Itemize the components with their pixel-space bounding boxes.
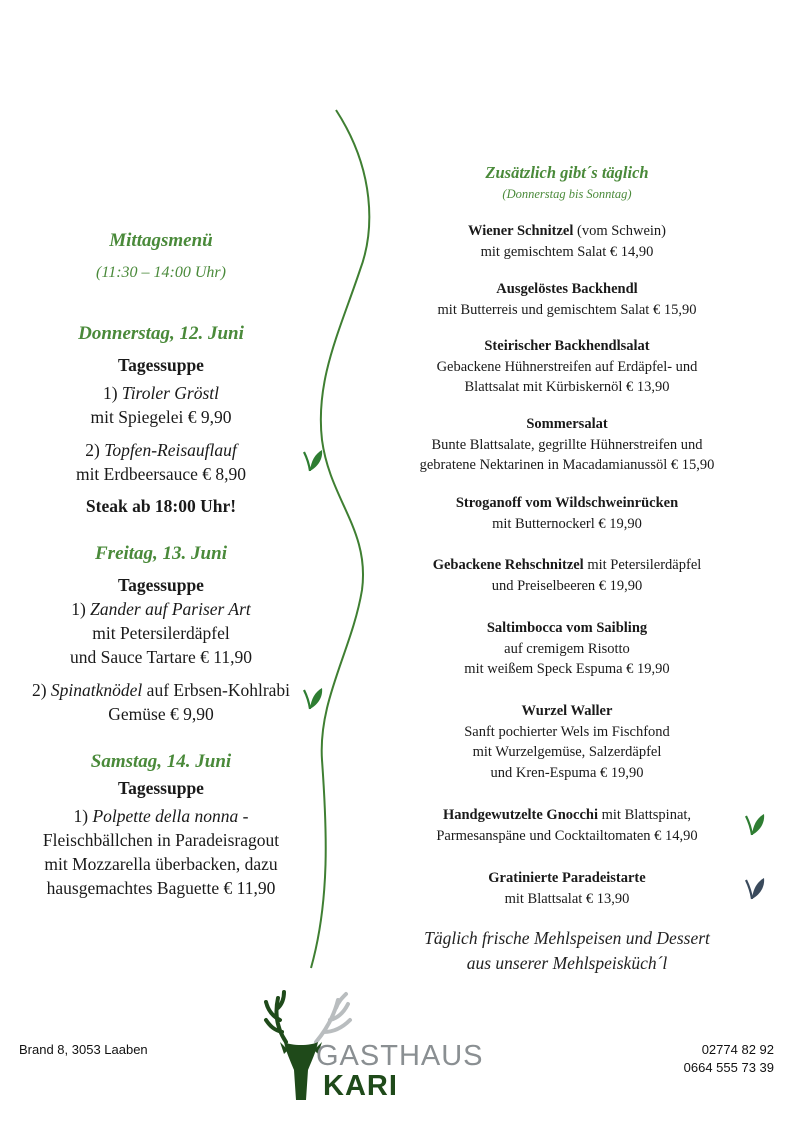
dish-line: mit Spiegelei € 9,90 [90,407,232,427]
day-heading-saturday: Samstag, 14. Juni [90,751,232,772]
dish-line: 1) Tiroler Gröstl [102,383,220,403]
menu-item: Steirischer Backhendlsalat Gebackene Hühnerstreifen auf Erdäpfel- und Blattsalat mit Kürbiskernöl € 13,90 [436,338,698,395]
logo-text-gasthaus: GASTHAUS [316,1040,484,1072]
dish-line: mit Petersilerdäpfel [92,623,230,643]
lunch-menu-time: (11:30 – 14:00 Uhr) [96,264,226,281]
dish-line: 2) Topfen-Reisauflauf [85,440,237,460]
closing-line: aus unserer Mehlspeisküch´l [466,953,668,973]
lunch-menu-title: Mittagsmenü [109,230,213,251]
dish-line: 1) Polpette della nonna - [73,806,249,826]
menu-item: Handgewutzelte Gnocchi mit Blattspinat, Parmesanspäne und Cocktailtomaten € 14,90 [436,807,698,844]
soup-thursday: Tagessuppe [118,355,204,375]
gasthaus-logo [258,990,488,1105]
soup-saturday: Tagessuppe [118,778,204,798]
veggie-leaf-icon [298,446,326,474]
closing-line: Täglich frische Mehlspeisen und Dessert [424,928,710,948]
day-heading-friday: Freitag, 13. Juni [95,543,227,564]
menu-item: Wiener Schnitzel (vom Schwein) mit gemischtem Salat € 14,90 [467,223,666,260]
dish-line: Gemüse € 9,90 [108,704,214,724]
menu-item: Ausgelöstes Backhendl mit Butterreis und gemischtem Salat € 15,90 [437,281,697,318]
steak-note: Steak ab 18:00 Uhr! [85,496,237,516]
menu-item: Gratinierte Paradeistarte mit Blattsalat € 13,90 [488,870,646,907]
veggie-leaf-icon [298,684,326,712]
daily-menu-title: Zusätzlich gibt´s täglich [485,163,649,182]
dish-line: hausgemachtes Baguette € 11,90 [46,878,276,898]
dish-line: und Sauce Tartare € 11,90 [70,647,252,667]
logo-text-kari: KARI [323,1070,398,1102]
menu-item: Wurzel Waller Sanft pochierter Wels im Fischfond mit Wurzelgemüse, Salzerdäpfel und Kren-Espuma € 19,90 [464,703,670,781]
address: Brand 8, 3053 Laaben [19,1042,148,1057]
daily-menu-subtitle: (Donnerstag bis Sonntag) [502,187,632,201]
day-heading-thursday: Donnerstag, 12. Juni [78,323,244,344]
veggie-leaf-icon [740,810,768,838]
phone-2: 0664 555 73 39 [683,1060,774,1075]
dish-line: Fleischbällchen in Paradeisragout [42,830,280,850]
dish-line: mit Mozzarella überbacken, dazu [44,854,278,874]
menu-item: Sommersalat Bunte Blattsalate, gegrillte Hühnerstreifen und gebratene Nektarinen in Macadamianussöl € 15,90 [419,416,715,473]
menu-item: Gebackene Rehschnitzel mit Petersilerdäpfel und Preiselbeeren € 19,90 [432,557,702,594]
vegan-leaf-icon [740,874,768,902]
menu-item: Saltimbocca vom Saibling auf cremigem Risotto mit weißem Speck Espuma € 19,90 [464,620,670,677]
dish-line: 1) Zander auf Pariser Art [71,599,251,619]
soup-friday: Tagessuppe [118,575,204,595]
phone-1: 02774 82 92 [701,1042,774,1057]
dish-line: mit Erdbeersauce € 8,90 [75,464,247,484]
menu-item: Stroganoff vom Wildschweinrücken mit Butternockerl € 19,90 [455,495,679,532]
dish-line: 2) Spinatknödel auf Erbsen-Kohlrabi [31,680,291,700]
